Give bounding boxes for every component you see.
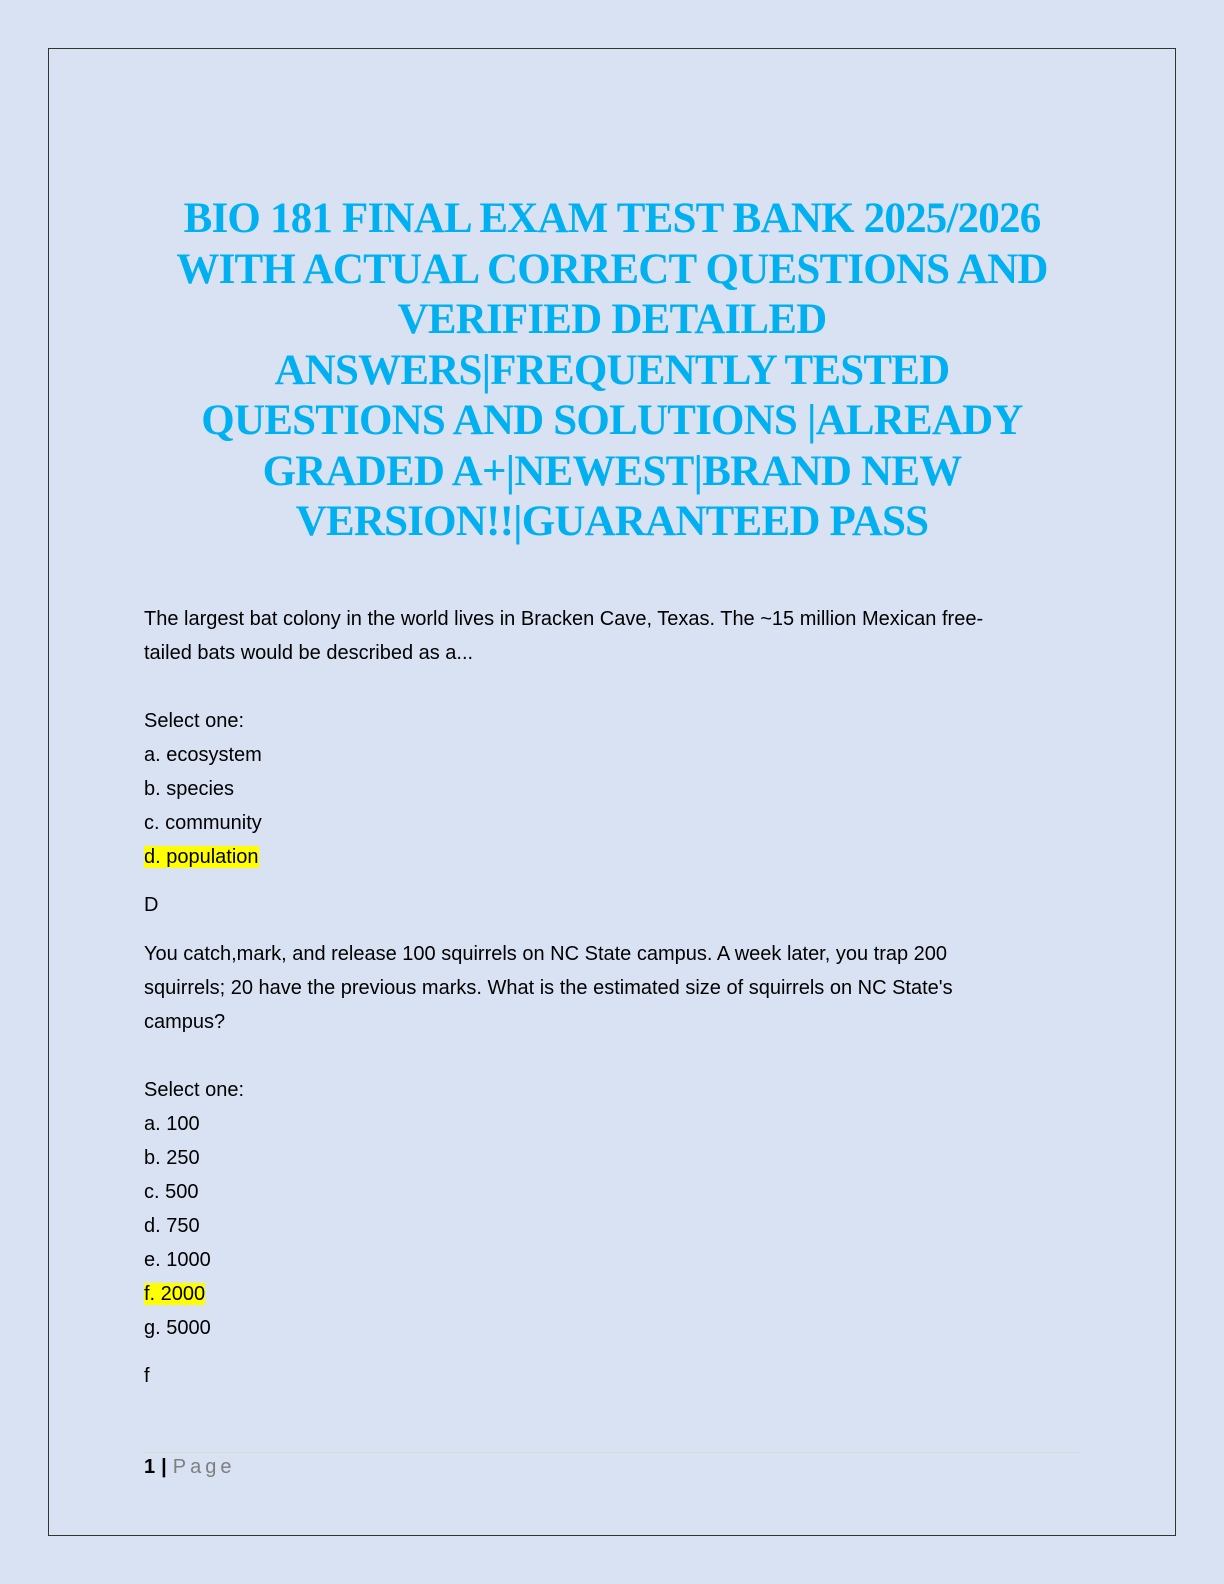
title-line: WITH ACTUAL CORRECT QUESTIONS AND bbox=[176, 245, 1048, 293]
question-2 bbox=[144, 937, 1064, 1393]
question-stem bbox=[144, 937, 1064, 1039]
blank-line bbox=[144, 1039, 1064, 1073]
question-stem-line: tailed bats would be described as a... bbox=[144, 642, 474, 664]
option-d: d. 750 bbox=[144, 1215, 200, 1237]
question-stem bbox=[144, 602, 1064, 670]
option-e: e. 1000 bbox=[144, 1249, 211, 1271]
option-c: c. 500 bbox=[144, 1181, 199, 1203]
highlighted-option: f. 2000 bbox=[144, 1283, 206, 1305]
option-g: g. 5000 bbox=[144, 1317, 211, 1339]
page-label: Page bbox=[172, 1456, 236, 1478]
option-b: b. species bbox=[144, 778, 235, 800]
answer: f bbox=[144, 1365, 150, 1387]
blank-line bbox=[144, 670, 1064, 704]
option-f bbox=[144, 1277, 1064, 1311]
option-a: a. ecosystem bbox=[144, 744, 262, 766]
question-1 bbox=[144, 602, 1064, 922]
title-line: VERSION!!|GUARANTEED PASS bbox=[295, 498, 929, 545]
document-title bbox=[150, 194, 1074, 548]
title-line: ANSWERS|FREQUENTLY TESTED bbox=[274, 346, 950, 394]
footer-rule bbox=[144, 1452, 1080, 1453]
footer-separator: | bbox=[161, 1456, 167, 1478]
document-body bbox=[144, 602, 1064, 1393]
page-number: 1 bbox=[144, 1456, 156, 1478]
title-line: BIO 181 FINAL EXAM TEST BANK 2025/2026 bbox=[183, 195, 1041, 242]
page-footer bbox=[144, 1454, 235, 1480]
question-stem-line: squirrels; 20 have the previous marks. What is the estimated size of squirrels on NC State's bbox=[144, 977, 953, 999]
option-a: a. 100 bbox=[144, 1113, 200, 1135]
title-line: QUESTIONS AND SOLUTIONS |ALREADY bbox=[201, 397, 1023, 444]
question-stem-line: You catch,mark, and release 100 squirrels on NC State campus. A week later, you trap 200 bbox=[144, 943, 948, 965]
answer: D bbox=[144, 894, 159, 916]
question-stem-line: The largest bat colony in the world lives in Bracken Cave, Texas. The ~15 million Mexican free- bbox=[144, 608, 984, 630]
select-one-prompt: Select one: bbox=[144, 710, 245, 732]
option-d bbox=[144, 840, 1064, 874]
highlighted-option: d. population bbox=[144, 846, 259, 868]
title-line: VERIFIED DETAILED bbox=[397, 296, 827, 343]
option-c: c. community bbox=[144, 812, 262, 834]
select-one-prompt: Select one: bbox=[144, 1079, 245, 1101]
option-b: b. 250 bbox=[144, 1147, 200, 1169]
title-line: GRADED A+|NEWEST|BRAND NEW bbox=[262, 447, 962, 495]
question-stem-line: campus? bbox=[144, 1011, 226, 1033]
